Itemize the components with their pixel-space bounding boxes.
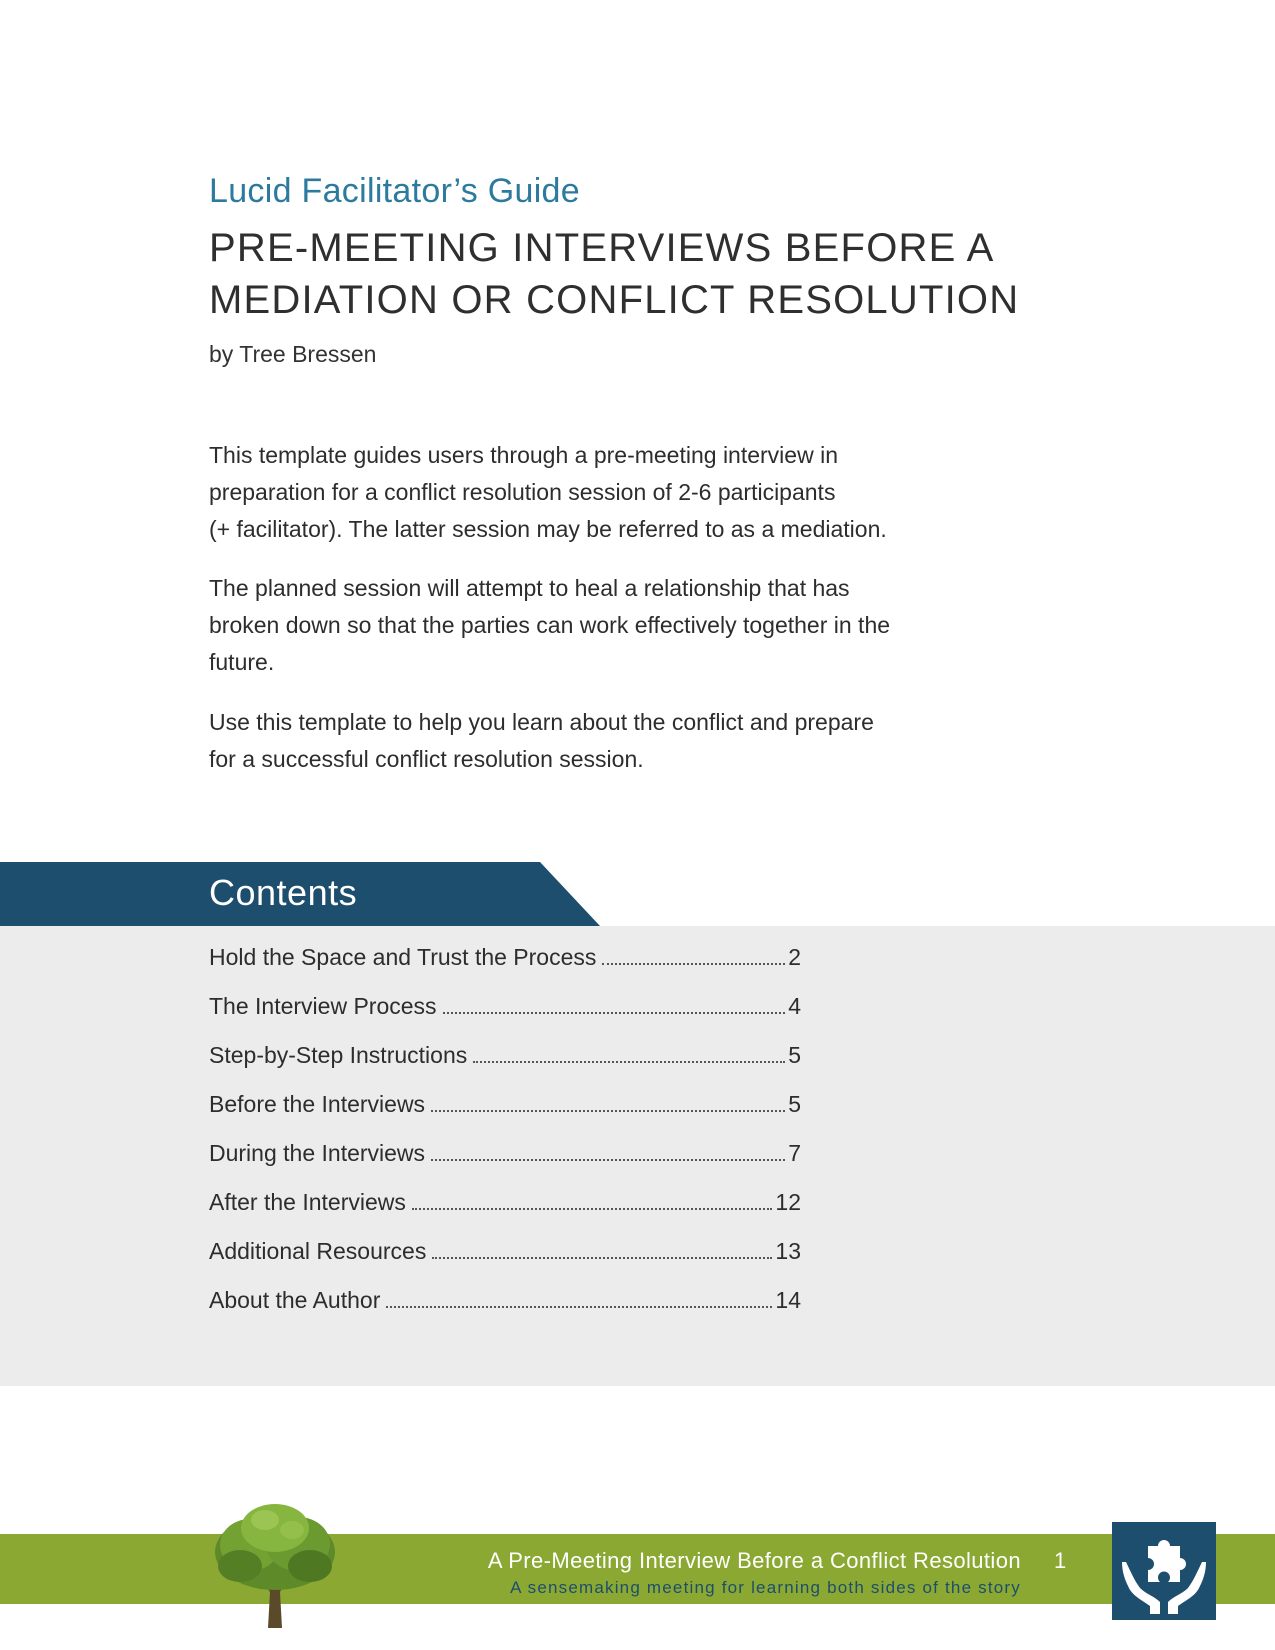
page-number: 1 bbox=[1054, 1548, 1067, 1573]
toc-leader-dots bbox=[431, 1159, 785, 1161]
toc-entry-label: During the Interviews bbox=[209, 1140, 426, 1166]
toc-entry-page: 4 bbox=[788, 993, 801, 1019]
document-title-line-2: MEDIATION OR CONFLICT RESOLUTION bbox=[209, 278, 1020, 322]
toc-entry-label: Hold the Space and Trust the Process bbox=[209, 944, 597, 970]
intro-p3-line-1: Use this template to help you learn about the conflict and prepare bbox=[209, 709, 874, 735]
toc-leader-dots bbox=[602, 963, 785, 965]
toc-leader-dots bbox=[432, 1257, 772, 1259]
toc-entry-page: 12 bbox=[775, 1189, 801, 1215]
toc-entry[interactable] bbox=[209, 993, 801, 1033]
intro-paragraph-2 bbox=[209, 570, 1079, 681]
toc-entry[interactable] bbox=[209, 1091, 801, 1131]
series-title: Lucid Facilitator’s Guide bbox=[209, 172, 580, 210]
toc-leader-dots bbox=[443, 1012, 786, 1014]
toc-entry[interactable] bbox=[209, 1140, 801, 1180]
intro-p2-line-1: The planned session will attempt to heal a relationship that has bbox=[209, 575, 850, 601]
intro-paragraph-3 bbox=[209, 704, 1079, 778]
toc-entry-page: 14 bbox=[775, 1287, 801, 1313]
toc-entry-label: The Interview Process bbox=[209, 993, 437, 1019]
document-title-line-1: PRE-MEETING INTERVIEWS BEFORE A bbox=[209, 226, 995, 270]
footer-title: A Pre-Meeting Interview Before a Conflict Resolution bbox=[487, 1548, 1021, 1573]
hands-puzzle-logo-icon bbox=[1112, 1522, 1216, 1620]
intro-paragraph-1 bbox=[209, 437, 1079, 548]
toc-entry-label: Before the Interviews bbox=[209, 1091, 426, 1117]
author-byline: by Tree Bressen bbox=[209, 341, 377, 367]
toc-entry-label: Additional Resources bbox=[209, 1238, 427, 1264]
document-title bbox=[209, 222, 1109, 326]
toc-entry[interactable] bbox=[209, 1042, 801, 1082]
intro-p2-line-2: broken down so that the parties can work effectively together in the bbox=[209, 612, 891, 638]
toc-entry-label: After the Interviews bbox=[209, 1189, 406, 1215]
toc-leader-dots bbox=[386, 1306, 772, 1308]
toc-entry-page: 2 bbox=[788, 944, 801, 970]
toc-entry[interactable] bbox=[209, 1238, 801, 1278]
tree-illustration bbox=[210, 1500, 340, 1628]
toc-leader-dots bbox=[412, 1208, 773, 1210]
toc-entry-label: About the Author bbox=[209, 1287, 381, 1313]
toc-entry-page: 5 bbox=[788, 1091, 801, 1117]
footer-subtitle: A sensemaking meeting for learning both sides of the story bbox=[510, 1578, 1021, 1597]
intro-p3-line-2: for a successful conflict resolution session. bbox=[209, 746, 644, 772]
toc-entry-page: 13 bbox=[775, 1238, 801, 1264]
toc-leader-dots bbox=[473, 1061, 785, 1063]
toc-entry-page: 7 bbox=[788, 1140, 801, 1166]
contents-heading: Contents bbox=[209, 872, 358, 913]
intro-p2-line-3: future. bbox=[209, 649, 275, 675]
toc-entry[interactable] bbox=[209, 1189, 801, 1229]
toc-entry[interactable] bbox=[209, 1287, 801, 1327]
toc-entry-label: Step-by-Step Instructions bbox=[209, 1042, 468, 1068]
toc-entry[interactable] bbox=[209, 944, 801, 984]
toc-leader-dots bbox=[431, 1110, 785, 1112]
intro-p1-line-2: preparation for a conflict resolution session of 2-6 participants bbox=[209, 479, 836, 505]
intro-p1-line-3: (+ facilitator). The latter session may be referred to as a mediation. bbox=[209, 516, 887, 542]
intro-p1-line-1: This template guides users through a pre-meeting interview in bbox=[209, 442, 838, 468]
toc-entry-page: 5 bbox=[788, 1042, 801, 1068]
